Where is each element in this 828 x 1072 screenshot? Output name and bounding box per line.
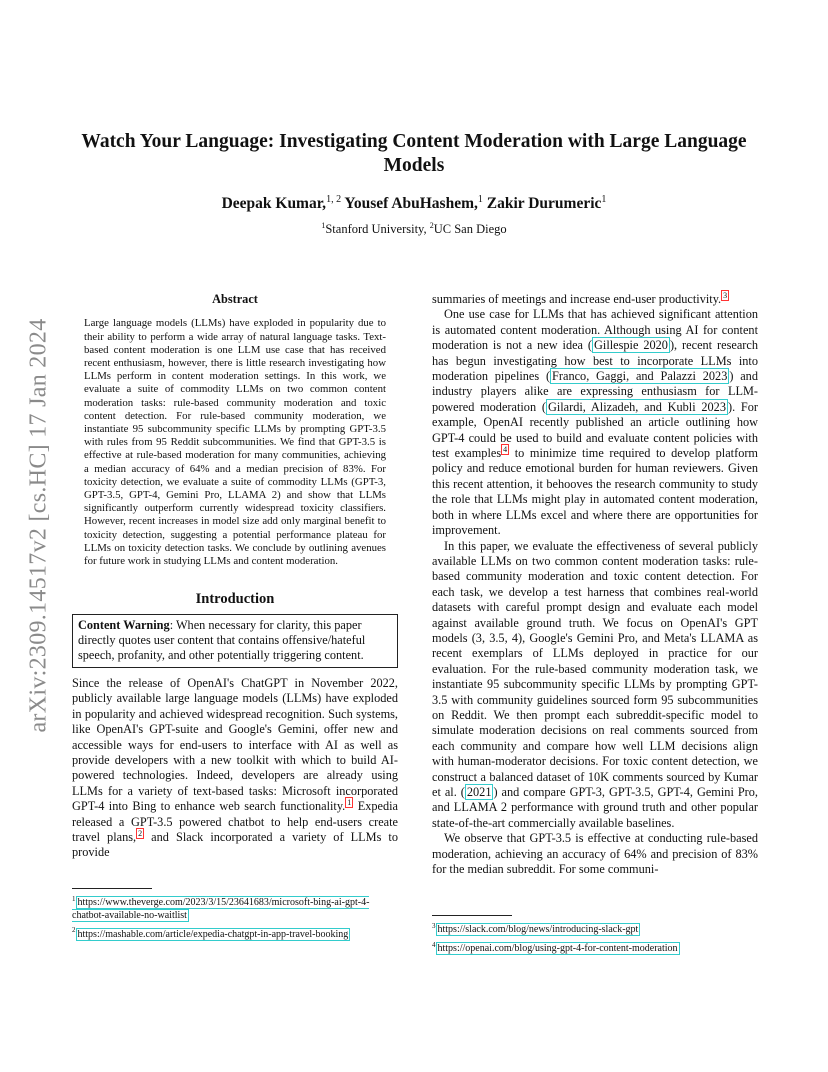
footnote-link[interactable]: 4 (503, 444, 508, 454)
affiliation-name: UC San Diego (433, 222, 507, 237)
intro-paragraph (72, 676, 398, 861)
introduction-heading: Introduction (195, 591, 275, 608)
paragraph-text: summaries of meetings and increase end-user productivity. (432, 292, 722, 306)
abstract-heading: Abstract (212, 292, 258, 306)
author-affiliation-mark: 1, 2 (326, 194, 342, 205)
author-affiliation-mark: 1 (601, 194, 607, 205)
footnote (72, 893, 398, 922)
author-name: Zakir Durumeric (486, 195, 602, 213)
left-column (72, 292, 398, 861)
paragraph-text: ) and compare GPT-3, GPT-3.5, GPT-4, Gemini Pro, and LLAMA 2 performance with ground truth and other popular state-of-the-art commercially available baselines. (432, 785, 758, 830)
paragraph-text: Expedia released a GPT-3.5 powered chatbot to help end-users create travel plans, (72, 799, 398, 844)
arxiv-identifier (22, 290, 56, 760)
affiliation-number: 1 (321, 221, 326, 230)
footnote-number: 3 (432, 922, 436, 930)
footnote-url-link[interactable]: https://mashable.com/article/expedia-chatgpt-in-app-travel-booking (77, 928, 349, 940)
footnote (72, 924, 398, 941)
author-affiliation-mark: 1 (477, 194, 483, 205)
footnote-link[interactable]: 2 (138, 828, 143, 838)
footnote-number: 1 (72, 895, 76, 903)
author-name: Deepak Kumar, (221, 195, 327, 213)
paragraph-text: Since the release of OpenAI's ChatGPT in November 2022, publicly available large language models (LLMs) have exploded in popularity and achieved widespread recognition. Such systems, like OpenAI's GPT-suite and Google's Gemini, offer new and accessible ways for end-users to interface with AI as well as provide developers with a new toolkit with which to build AI-powered technologies. Indeed, developers are already using LLMs for a variety of text-based tasks: Microsoft incorporated GPT-4 into Bing to enhance web search functionality. (72, 675, 398, 814)
paragraph (432, 539, 758, 832)
footnote-link[interactable]: 1 (347, 798, 352, 808)
citation-link[interactable]: Gilardi, Alizadeh, and Kubli 2023 (547, 399, 726, 414)
paragraph-text: ), recent research has begun investigating how best to incorporate LLMs into moderation pipelines ( (432, 338, 758, 384)
paragraph: We observe that GPT-3.5 is effective at conducting rule-based moderation, achieving an accuracy of 64% and precision of 83% for the median subreddit. For some communi- (432, 831, 758, 877)
citation-link[interactable]: Franco, Gaggi, and Palazzi 2023 (552, 369, 728, 384)
footnote-link[interactable]: 3 (723, 290, 728, 300)
abstract-text: Large language models (LLMs) have exploded in popularity due to their ability to perform a wide array of natural language tasks. Text-based content moderation is one LLM use case that has received recent enthusiasm, however, there is little research investigating how LLMs perform in content moderation settings. In this work, we evaluate a suite of commodity LLMs on two common content moderation tasks: rule-based community moderation and toxic content detection. For rule-based community moderation, we instantiate 95 subcommunity specific LLMs by prompting GPT-3.5 with rules from 95 Reddit subcommunities. We find that GPT-3.5 is effective at rule-based moderation for many communities, achieving a median accuracy of 64% and a median precision of 83%. For toxicity detection, we evaluate a suite of commodity LLMs (GPT-3, GPT-3.5, GPT-4, Gemini Pro, LLAMA 2) and show that LLMs significantly outperform currently widespread toxicity classifiers. However, recent increases in model size add only marginal benefit to toxicity detection, suggesting a potential performance plateau for LLMs on toxicity detection tasks. We conclude by outlining avenues for future work in studying LLMs and content moderation. (84, 317, 386, 568)
footnotes-right (432, 915, 758, 958)
affiliation-number: 2 (429, 221, 434, 230)
paragraph-text: ) and industry players alike are expressing enthusiasm for LLM-powered moderation ( (432, 369, 758, 414)
content-warning-text: : When necessary for clarity, this paper directly quotes user content that contains offensive/hateful speech, profanity, and other potentially triggering content. (78, 617, 366, 663)
footnote (432, 939, 758, 956)
paragraph-text: In this paper, we evaluate the effectiveness of several publicly available LLMs on two common content moderation tasks: rule-based community moderation and toxic content detection. For each task, we develop a test harness that combines real-world datasets with careful prompt design and evaluate each model against available ground truth. We focus on OpenAI's GPT models (3, 3.5, 4), Google's Gemini Pro, and Meta's LLAMA as recent exemplars of LLMs deployed in practice for our evaluation. For the rule-based community moderation task, we instantiate 95 subcommunity specific LLMs by prompting GPT-3.5 with community guidelines sourced form 95 subcommunities on Reddit. We then prompt each subreddit-specific model to simulate moderation decisions on real comments sourced from each community and compare how well LLM decisions align with human-moderator decisions. For toxic content detection, we construct a balanced dataset of 10K comments sourced by Kumar et al. ( (432, 538, 758, 799)
paragraph-text: One use case for LLMs that has achieved significant attention is automated content moderation. Although using AI for content moderation is not a new idea ( (432, 307, 758, 353)
footnotes-left (72, 888, 398, 943)
right-column (432, 292, 758, 877)
author-list (70, 194, 758, 213)
content-warning-label: Content Warning (78, 617, 170, 632)
arxiv-identifier-text: arXiv:2309.14517v2 [cs.HC] 17 Jan 2024 (25, 317, 52, 733)
paper-title: Watch Your Language: Investigating Content Moderation with Large Language Models (81, 131, 747, 177)
footnote-url-link[interactable]: https://slack.com/blog/news/introducing-slack-gpt (437, 924, 639, 936)
footnote-number: 2 (72, 926, 76, 935)
paragraph (432, 292, 758, 307)
paragraph-text: and Slack incorporated a variety of LLMs to provide (72, 829, 398, 860)
footnote-url-link[interactable]: https://www.theverge.com/2023/3/15/23641683/microsoft-bing-ai-gpt-4-chatbot-available-no-waitlist (72, 897, 370, 921)
footnote-number: 4 (432, 940, 436, 949)
paragraph-text: ). For example, OpenAI recently published an article outlining how GPT-4 could be used to build and evaluate content policies with test examples (432, 399, 758, 461)
content-warning-box (72, 614, 398, 668)
paragraph-text: to minimize time required to develop platform policy and reduce emotional burden for human reviewers. Given this recent attention, it behooves the research community to study the role that LLMs might play in automated content moderation, both in where LLMs excel and where there are opportunities for improvement. (432, 446, 759, 538)
citation-link[interactable]: Gillespie 2020 (594, 338, 668, 353)
footnote (432, 920, 758, 937)
paragraph (432, 307, 758, 538)
footnote-divider (72, 888, 152, 889)
author-name: Yousef AbuHashem, (344, 195, 478, 213)
affiliations (70, 221, 758, 237)
citation-link[interactable]: 2021 (466, 785, 492, 799)
footnote-url-link[interactable]: https://openai.com/blog/using-gpt-4-for-content-moderation (437, 943, 678, 955)
footnote-divider (432, 915, 512, 916)
affiliation-name: Stanford University, (325, 222, 430, 237)
